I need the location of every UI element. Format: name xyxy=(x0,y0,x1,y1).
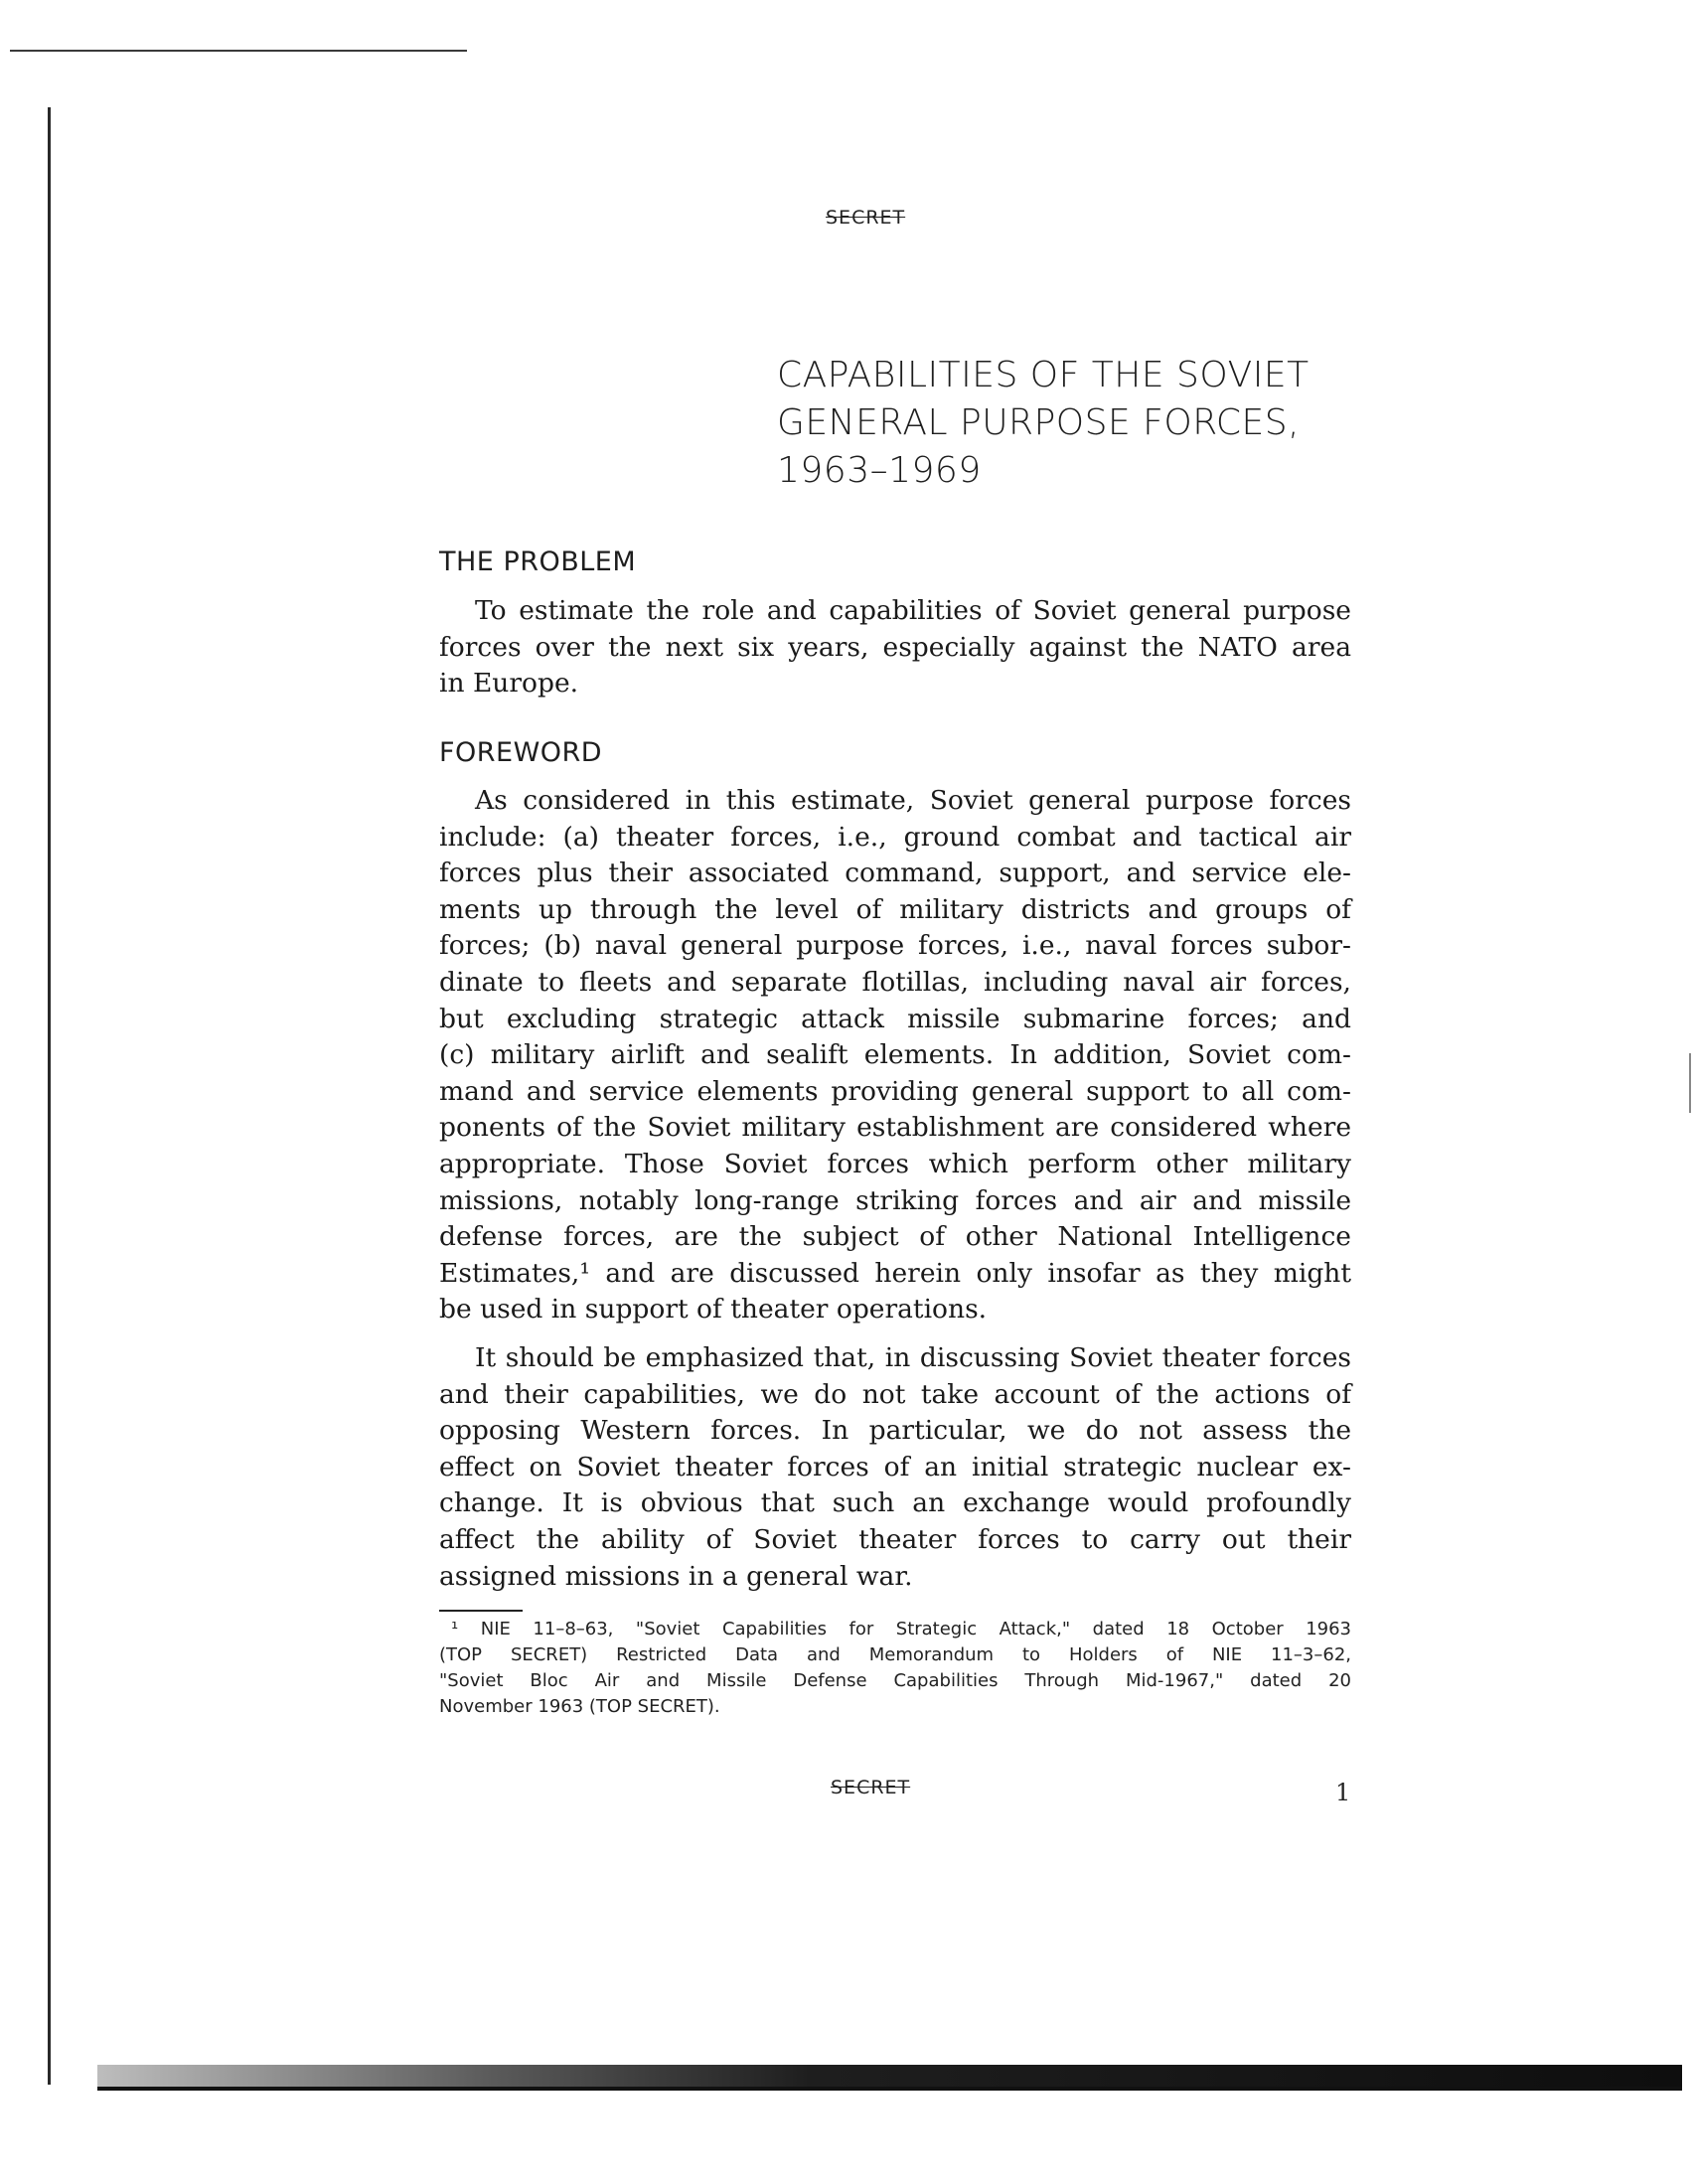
text-line: and their capabilities, we do not take account of the actions of xyxy=(439,1378,1351,1410)
classification-marking-top: SECRET xyxy=(826,207,906,229)
page-number: 1 xyxy=(1335,1779,1351,1806)
footnote-line: (TOP SECRET) Restricted Data and Memorandum to Holders of NIE 11–3–62, xyxy=(439,1644,1351,1665)
text-line: dinate to fleets and separate flotillas, including naval air forces, xyxy=(439,966,1351,998)
scan-artifact-top-line xyxy=(10,50,467,52)
text-line: forces plus their associated command, support, and service ele- xyxy=(439,858,1351,889)
title-line: 1963–1969 xyxy=(777,450,982,491)
text-line: missions, notably long-range striking forces and air and missile xyxy=(439,1184,1351,1216)
footnote-line: "Soviet Bloc Air and Missile Defense Capabilities Through Mid-1967," dated 20 xyxy=(439,1670,1351,1691)
scan-artifact-right-mark xyxy=(1689,1053,1691,1113)
text-line: appropriate. Those Soviet forces which perform other military xyxy=(439,1148,1351,1179)
text-line: It should be emphasized that, in discussing Soviet theater forces xyxy=(475,1342,1351,1373)
section-heading-foreword: FOREWORD xyxy=(439,737,603,768)
scan-artifact-bottom-bar xyxy=(97,2065,1682,2087)
text-line: be used in support of theater operations. xyxy=(439,1294,988,1326)
text-line: As considered in this estimate, Soviet general purpose forces xyxy=(475,785,1351,816)
text-line: To estimate the role and capabilities of Soviet general purpose xyxy=(475,595,1351,626)
text-line: change. It is obvious that such an exchange would profoundly xyxy=(439,1487,1351,1519)
text-line: assigned missions in a general war. xyxy=(439,1560,913,1592)
text-line: Estimates,¹ and are discussed herein only insofar as they might xyxy=(439,1257,1351,1289)
text-line: include: (a) theater forces, i.e., ground combat and tactical air xyxy=(439,821,1351,853)
footnote xyxy=(439,1617,1351,1720)
text-line: effect on Soviet theater forces of an initial strategic nuclear ex- xyxy=(439,1451,1351,1482)
text-line: opposing Western forces. In particular, we do not assess the xyxy=(439,1415,1351,1447)
footnote-line: ¹ NIE 11–8–63, "Soviet Capabilities for Strategic Attack," dated 18 October 1963 xyxy=(451,1619,1351,1639)
title-line: CAPABILITIES OF THE SOVIET xyxy=(777,355,1310,395)
text-line: mand and service elements providing general support to all com- xyxy=(439,1075,1351,1107)
section-heading-problem: THE PROBLEM xyxy=(439,546,637,577)
foreword-paragraph-2 xyxy=(439,1340,1351,1595)
scan-artifact-bottom-line xyxy=(97,2087,1682,2091)
foreword-paragraph-1 xyxy=(439,783,1351,1328)
problem-paragraph xyxy=(439,593,1351,702)
text-line: defense forces, are the subject of other National Intelligence xyxy=(439,1221,1351,1253)
document-title xyxy=(777,352,1413,495)
scan-artifact-left-edge xyxy=(48,107,51,2085)
text-line: in Europe. xyxy=(439,668,579,700)
title-line: GENERAL PURPOSE FORCES, xyxy=(777,402,1301,443)
text-line: forces over the next six years, especially against the NATO area xyxy=(439,631,1351,663)
text-line: ponents of the Soviet military establishment are considered where xyxy=(439,1112,1351,1144)
text-line: forces; (b) naval general purpose forces, i.e., naval forces subor- xyxy=(439,930,1351,962)
text-line: ments up through the level of military districts and groups of xyxy=(439,893,1351,925)
footnote-line: November 1963 (TOP SECRET). xyxy=(439,1696,720,1717)
classification-marking-bottom: SECRET xyxy=(831,1777,911,1798)
text-line: (c) military airlift and sealift elements. In addition, Soviet com- xyxy=(439,1039,1351,1071)
text-line: but excluding strategic attack missile submarine forces; and xyxy=(439,1003,1351,1034)
text-line: affect the ability of Soviet theater forces to carry out their xyxy=(439,1523,1351,1555)
footnote-divider xyxy=(439,1610,523,1612)
